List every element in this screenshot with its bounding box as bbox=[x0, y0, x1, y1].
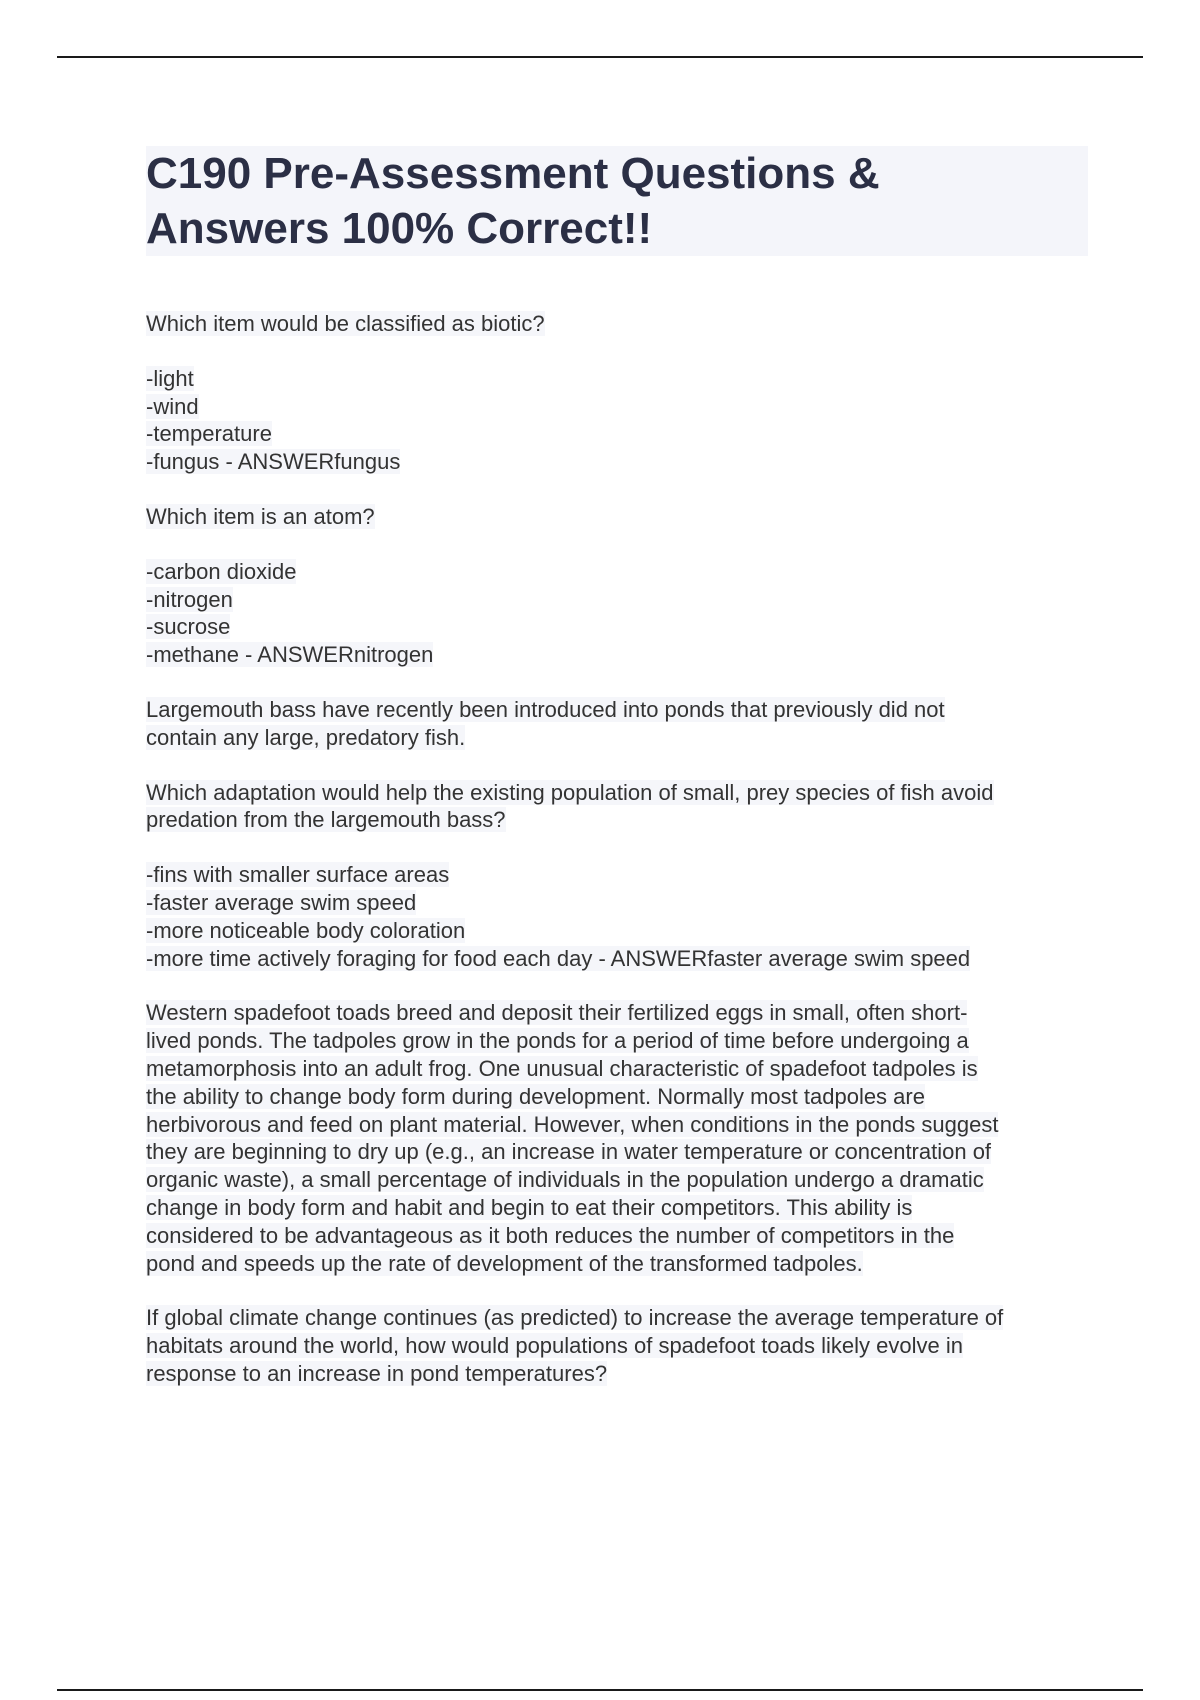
text-line: Which item would be classified as biotic? bbox=[146, 311, 545, 336]
option-line: -faster average swim speed bbox=[146, 889, 417, 915]
text-line: Which adaptation would help the existing population of small, prey species of fish avoid bbox=[146, 779, 994, 805]
page-title-line-2: Answers 100% Correct!! bbox=[146, 204, 653, 253]
question-text bbox=[146, 310, 1096, 338]
option-line: -carbon dioxide bbox=[146, 558, 297, 584]
answer-options bbox=[146, 861, 1096, 972]
text-line: considered to be advantageous as it both reduces the number of competitors in the bbox=[146, 1222, 955, 1248]
text-line: Largemouth bass have recently been introduced into ponds that previously did not bbox=[146, 696, 945, 722]
option-line: -sucrose bbox=[146, 614, 231, 640]
option-line-with-answer: -fungus - ANSWERfungus bbox=[146, 449, 401, 475]
question-text bbox=[146, 503, 1096, 531]
option-line-with-answer: -methane - ANSWERnitrogen bbox=[146, 642, 434, 668]
question-context bbox=[146, 696, 1096, 752]
text-line: contain any large, predatory fish. bbox=[146, 724, 466, 750]
text-line: If global climate change continues (as predicted) to increase the average temperature of bbox=[146, 1305, 1004, 1331]
text-line: Western spadefoot toads breed and deposit their fertilized eggs in small, often short- bbox=[146, 1000, 968, 1026]
text-line: herbivorous and feed on plant material. However, when conditions in the ponds suggest bbox=[146, 1111, 999, 1137]
question-text bbox=[146, 1304, 1096, 1387]
text-line: Which item is an atom? bbox=[146, 503, 375, 529]
text-line: lived ponds. The tadpoles grow in the ponds for a period of time before undergoing a bbox=[146, 1028, 969, 1054]
document-body bbox=[146, 310, 1096, 1415]
option-line: -nitrogen bbox=[146, 586, 233, 612]
top-rule bbox=[57, 56, 1143, 58]
text-line: metamorphosis into an adult frog. One unusual characteristic of spadefoot tadpoles is bbox=[146, 1055, 978, 1081]
text-line: the ability to change body form during development. Normally most tadpoles are bbox=[146, 1083, 925, 1109]
question-context bbox=[146, 999, 1096, 1277]
bottom-rule bbox=[57, 1689, 1143, 1691]
text-line: organic waste), a small percentage of individuals in the population undergo a dramatic bbox=[146, 1167, 984, 1193]
text-line: pond and speeds up the rate of development of the transformed tadpoles. bbox=[146, 1250, 863, 1276]
text-line: change in body form and habit and begin to eat their competitors. This ability is bbox=[146, 1194, 913, 1220]
answer-options bbox=[146, 365, 1096, 476]
text-line: predation from the largemouth bass? bbox=[146, 807, 506, 833]
text-line: habitats around the world, how would populations of spadefoot toads likely evolve in bbox=[146, 1333, 963, 1359]
option-line: -temperature bbox=[146, 421, 272, 447]
answer-options bbox=[146, 558, 1096, 669]
page-title bbox=[146, 146, 1088, 256]
option-line: -more noticeable body coloration bbox=[146, 917, 466, 943]
option-line: -light bbox=[146, 365, 194, 391]
option-line-with-answer: -more time actively foraging for food each day - ANSWERfaster average swim speed bbox=[146, 945, 971, 971]
text-line: they are beginning to dry up (e.g., an increase in water temperature or concentration of bbox=[146, 1139, 992, 1165]
option-line: -fins with smaller surface areas bbox=[146, 862, 450, 888]
question-text bbox=[146, 779, 1096, 835]
text-line: response to an increase in pond temperatures? bbox=[146, 1360, 608, 1386]
option-line: -wind bbox=[146, 393, 199, 419]
page-title-line-1: C190 Pre-Assessment Questions & bbox=[146, 149, 880, 198]
